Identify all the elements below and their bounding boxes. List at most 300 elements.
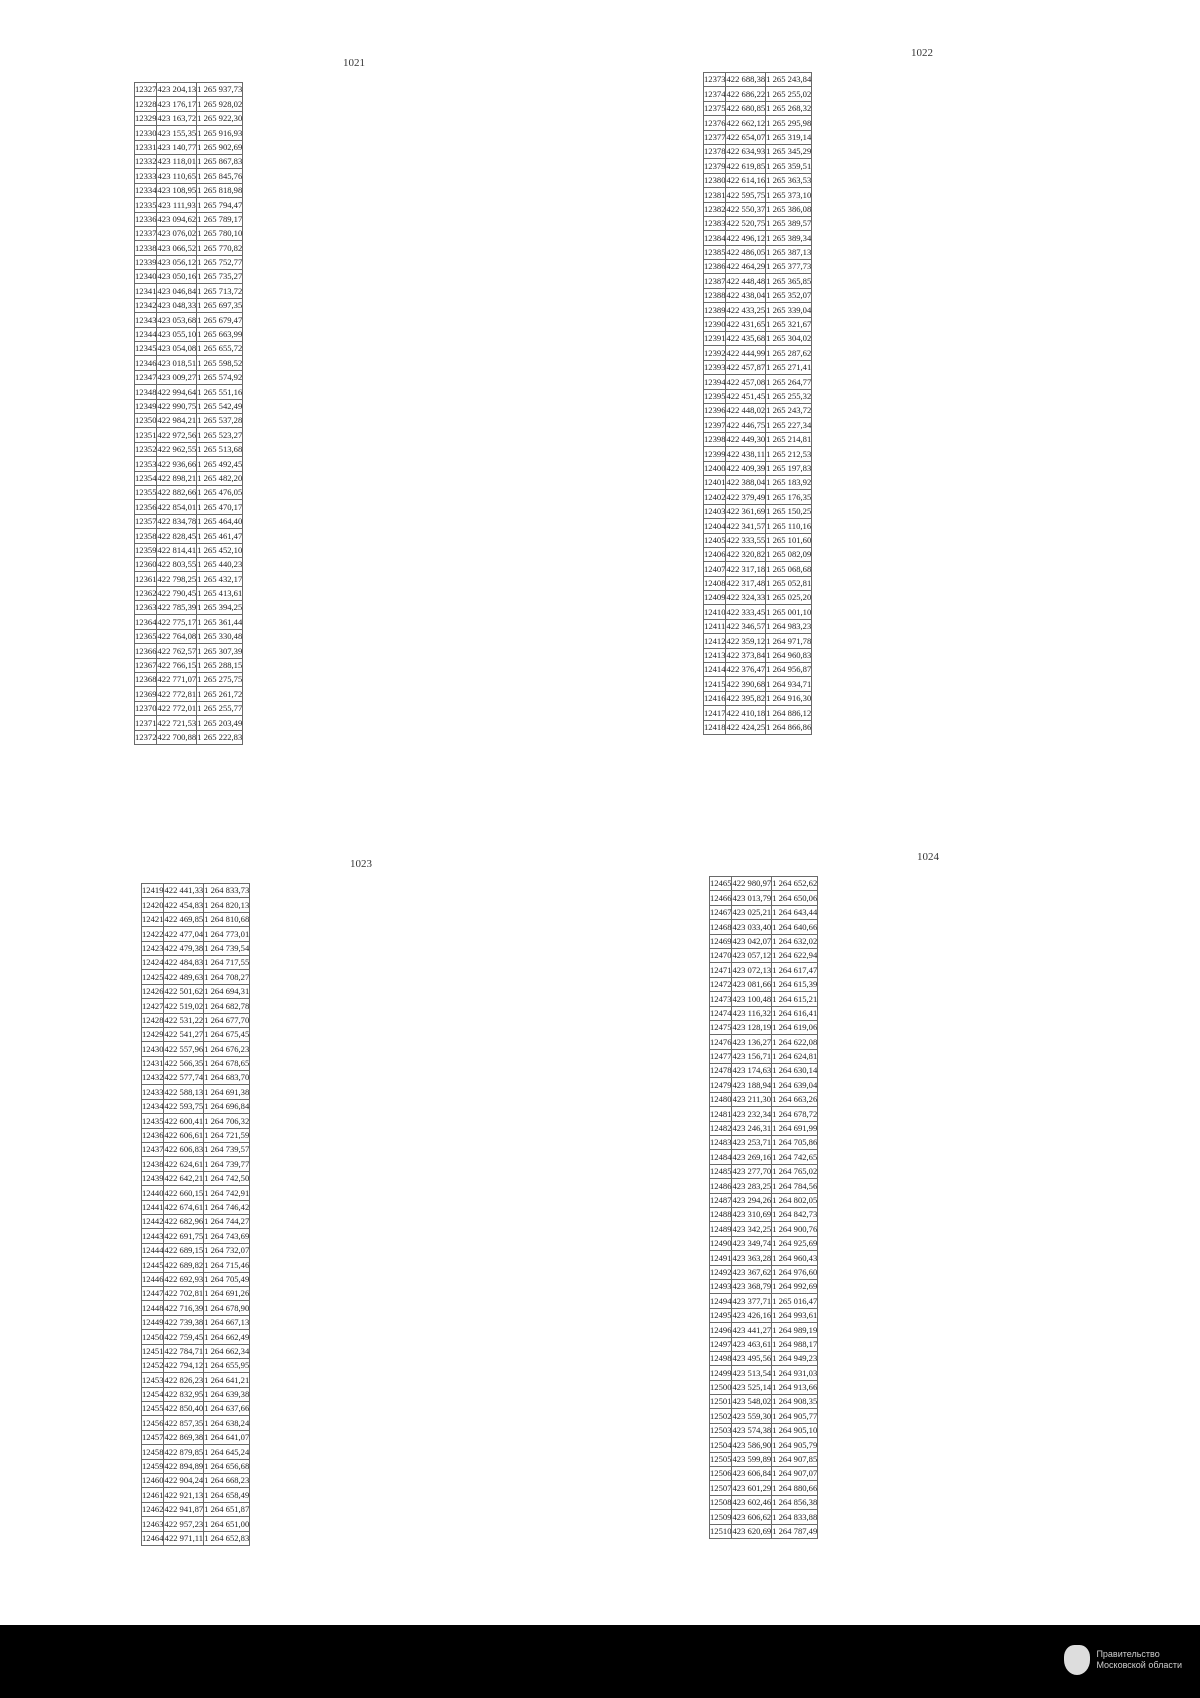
point-number-cell: 12361 [135,572,157,586]
x-coordinate-cell: 423 574,38 [732,1423,772,1437]
point-number-cell: 12373 [704,73,726,87]
point-number-cell: 12388 [704,288,726,302]
point-number-cell: 12472 [710,977,732,991]
point-number-cell: 12339 [135,255,157,269]
point-number-cell: 12462 [142,1502,164,1516]
y-coordinate-cell: 1 265 183,92 [766,475,812,489]
x-coordinate-cell: 423 599,89 [732,1452,772,1466]
table-row [142,1013,250,1027]
table-row [710,992,818,1006]
y-coordinate-cell: 1 264 630,14 [772,1064,818,1078]
table-row [135,615,243,629]
y-coordinate-cell: 1 264 632,02 [772,934,818,948]
x-coordinate-cell: 422 464,29 [726,260,766,274]
y-coordinate-cell: 1 264 637,66 [204,1402,250,1416]
brand-text [1096,1649,1182,1671]
table-row [135,485,243,499]
point-number-cell: 12490 [710,1236,732,1250]
y-coordinate-cell: 1 264 622,08 [772,1035,818,1049]
point-number-cell: 12449 [142,1315,164,1329]
y-coordinate-cell: 1 264 678,65 [204,1056,250,1070]
x-coordinate-cell: 423 100,48 [732,992,772,1006]
x-coordinate-cell: 422 898,21 [157,471,197,485]
point-number-cell: 12335 [135,198,157,212]
point-number-cell: 12342 [135,298,157,312]
x-coordinate-cell: 422 962,55 [157,442,197,456]
table-row [142,1027,250,1041]
y-coordinate-cell: 1 264 739,77 [204,1157,250,1171]
x-coordinate-cell: 423 246,31 [732,1121,772,1135]
point-number-cell: 12364 [135,615,157,629]
x-coordinate-cell: 423 367,62 [732,1265,772,1279]
y-coordinate-cell: 1 265 697,35 [197,298,243,312]
point-number-cell: 12370 [135,701,157,715]
table-row [710,1222,818,1236]
y-coordinate-cell: 1 264 705,86 [772,1136,818,1150]
y-coordinate-cell: 1 265 922,30 [197,111,243,125]
table-row [704,691,812,705]
x-coordinate-cell: 423 606,62 [732,1510,772,1524]
x-coordinate-cell: 422 593,75 [164,1099,204,1113]
point-number-cell: 12456 [142,1416,164,1430]
x-coordinate-cell: 423 055,10 [157,327,197,341]
point-number-cell: 12507 [710,1481,732,1495]
table-row [704,260,812,274]
point-number-cell: 12466 [710,891,732,905]
x-coordinate-cell: 422 759,45 [164,1330,204,1344]
y-coordinate-cell: 1 265 365,85 [766,274,812,288]
y-coordinate-cell: 1 265 492,45 [197,457,243,471]
y-coordinate-cell: 1 265 352,07 [766,288,812,302]
y-coordinate-cell: 1 265 197,83 [766,461,812,475]
y-coordinate-cell: 1 264 617,47 [772,963,818,977]
point-number-cell: 12327 [135,83,157,97]
x-coordinate-cell: 422 716,39 [164,1301,204,1315]
table-row [704,87,812,101]
y-coordinate-cell: 1 264 765,02 [772,1164,818,1178]
x-coordinate-cell: 423 094,62 [157,212,197,226]
table-row [135,442,243,456]
table-row [704,317,812,331]
point-number-cell: 12501 [710,1395,732,1409]
coordinate-table [134,82,243,745]
point-number-cell: 12494 [710,1294,732,1308]
point-number-cell: 12473 [710,992,732,1006]
y-coordinate-cell: 1 264 715,46 [204,1258,250,1272]
x-coordinate-cell: 422 317,18 [726,562,766,576]
table-row [135,471,243,485]
x-coordinate-cell: 423 601,29 [732,1481,772,1495]
x-coordinate-cell: 423 110,65 [157,169,197,183]
x-coordinate-cell: 422 700,88 [157,730,197,744]
point-number-cell: 12346 [135,356,157,370]
y-coordinate-cell: 1 264 640,66 [772,920,818,934]
y-coordinate-cell: 1 265 928,02 [197,97,243,111]
y-coordinate-cell: 1 264 708,27 [204,970,250,984]
y-coordinate-cell: 1 264 960,83 [766,648,812,662]
point-number-cell: 12426 [142,984,164,998]
x-coordinate-cell: 422 409,39 [726,461,766,475]
y-coordinate-cell: 1 264 949,23 [772,1351,818,1365]
x-coordinate-cell: 422 501,62 [164,984,204,998]
table-row [710,1236,818,1250]
table-row [135,255,243,269]
table-row [710,977,818,991]
x-coordinate-cell: 422 454,83 [164,898,204,912]
table-row [135,687,243,701]
y-coordinate-cell: 1 265 287,62 [766,346,812,360]
point-number-cell: 12419 [142,884,164,898]
table-row [142,1272,250,1286]
table-row [704,216,812,230]
point-number-cell: 12360 [135,557,157,571]
point-number-cell: 12382 [704,202,726,216]
table-row [135,601,243,615]
table-row [135,284,243,298]
table-row [710,1323,818,1337]
point-number-cell: 12331 [135,140,157,154]
y-coordinate-cell: 1 265 330,48 [197,629,243,643]
table-row [142,1502,250,1516]
y-coordinate-cell: 1 265 304,02 [766,332,812,346]
point-number-cell: 12440 [142,1186,164,1200]
x-coordinate-cell: 422 764,08 [157,629,197,643]
table-row [142,1344,250,1358]
point-number-cell: 12340 [135,270,157,284]
table-row [142,1243,250,1257]
table-row [710,1452,818,1466]
table-row [142,1416,250,1430]
y-coordinate-cell: 1 265 222,83 [197,730,243,744]
y-coordinate-cell: 1 265 794,47 [197,198,243,212]
point-number-cell: 12380 [704,173,726,187]
point-number-cell: 12391 [704,332,726,346]
y-coordinate-cell: 1 265 513,68 [197,442,243,456]
point-number-cell: 12496 [710,1323,732,1337]
point-number-cell: 12481 [710,1107,732,1121]
x-coordinate-cell: 422 373,84 [726,648,766,662]
point-number-cell: 12457 [142,1430,164,1444]
point-number-cell: 12487 [710,1193,732,1207]
point-number-cell: 12420 [142,898,164,912]
y-coordinate-cell: 1 265 470,17 [197,500,243,514]
point-number-cell: 12417 [704,706,726,720]
table-row [704,490,812,504]
table-row [704,73,812,87]
y-coordinate-cell: 1 264 638,24 [204,1416,250,1430]
point-number-cell: 12363 [135,601,157,615]
x-coordinate-cell: 423 620,69 [732,1524,772,1538]
y-coordinate-cell: 1 264 641,21 [204,1373,250,1387]
point-number-cell: 12443 [142,1229,164,1243]
table-row [704,706,812,720]
x-coordinate-cell: 422 971,11 [164,1531,204,1545]
table-row [704,504,812,518]
x-coordinate-cell: 422 614,16 [726,173,766,187]
point-number-cell: 12400 [704,461,726,475]
table-row [142,1459,250,1473]
x-coordinate-cell: 422 941,87 [164,1502,204,1516]
x-coordinate-cell: 423 118,01 [157,154,197,168]
x-coordinate-cell: 422 577,74 [164,1071,204,1085]
table-row [135,270,243,284]
x-coordinate-cell: 422 772,01 [157,701,197,715]
y-coordinate-cell: 1 265 389,34 [766,231,812,245]
y-coordinate-cell: 1 265 735,27 [197,270,243,284]
y-coordinate-cell: 1 265 243,72 [766,403,812,417]
x-coordinate-cell: 422 395,82 [726,691,766,705]
table-row [704,519,812,533]
y-coordinate-cell: 1 265 264,77 [766,375,812,389]
point-number-cell: 12447 [142,1286,164,1300]
y-coordinate-cell: 1 265 574,92 [197,370,243,384]
x-coordinate-cell: 423 155,35 [157,126,197,140]
y-coordinate-cell: 1 264 624,81 [772,1049,818,1063]
x-coordinate-cell: 422 324,33 [726,591,766,605]
x-coordinate-cell: 423 283,25 [732,1179,772,1193]
x-coordinate-cell: 422 361,69 [726,504,766,518]
point-number-cell: 12435 [142,1114,164,1128]
x-coordinate-cell: 422 984,21 [157,413,197,427]
x-coordinate-cell: 422 469,85 [164,912,204,926]
point-number-cell: 12505 [710,1452,732,1466]
y-coordinate-cell: 1 264 742,65 [772,1150,818,1164]
table-row [142,984,250,998]
y-coordinate-cell: 1 265 339,04 [766,303,812,317]
x-coordinate-cell: 423 081,66 [732,977,772,991]
table-row [142,1229,250,1243]
table-row [704,375,812,389]
point-number-cell: 12459 [142,1459,164,1473]
table-row [704,144,812,158]
x-coordinate-cell: 422 826,23 [164,1373,204,1387]
x-coordinate-cell: 422 451,45 [726,389,766,403]
point-number-cell: 12338 [135,241,157,255]
table-row [142,1042,250,1056]
point-number-cell: 12489 [710,1222,732,1236]
table-row [710,1366,818,1380]
x-coordinate-cell: 422 654,07 [726,130,766,144]
point-number-cell: 12460 [142,1474,164,1488]
y-coordinate-cell: 1 264 833,73 [204,884,250,898]
x-coordinate-cell: 423 525,14 [732,1380,772,1394]
x-coordinate-cell: 422 794,12 [164,1358,204,1372]
y-coordinate-cell: 1 264 743,69 [204,1229,250,1243]
table-row [704,663,812,677]
y-coordinate-cell: 1 264 993,61 [772,1308,818,1322]
y-coordinate-cell: 1 264 905,79 [772,1438,818,1452]
point-number-cell: 12334 [135,183,157,197]
y-coordinate-cell: 1 264 905,77 [772,1409,818,1423]
table-row [135,586,243,600]
point-number-cell: 12390 [704,317,726,331]
y-coordinate-cell: 1 264 988,17 [772,1337,818,1351]
table-row [142,1358,250,1372]
point-number-cell: 12444 [142,1243,164,1257]
table-row [142,1445,250,1459]
point-number-cell: 12465 [710,877,732,891]
y-coordinate-cell: 1 264 667,13 [204,1315,250,1329]
x-coordinate-cell: 422 642,21 [164,1171,204,1185]
table-row [142,1430,250,1444]
point-number-cell: 12427 [142,999,164,1013]
y-coordinate-cell: 1 265 212,53 [766,447,812,461]
y-coordinate-cell: 1 264 907,85 [772,1452,818,1466]
x-coordinate-cell: 422 771,07 [157,673,197,687]
x-coordinate-cell: 423 586,90 [732,1438,772,1452]
x-coordinate-cell: 422 484,83 [164,955,204,969]
x-coordinate-cell: 422 766,15 [157,658,197,672]
table-row [710,1524,818,1538]
point-number-cell: 12434 [142,1099,164,1113]
y-coordinate-cell: 1 265 255,77 [197,701,243,715]
table-row [142,1186,250,1200]
x-coordinate-cell: 422 689,15 [164,1243,204,1257]
coordinate-table [141,883,250,1546]
y-coordinate-cell: 1 264 905,10 [772,1423,818,1437]
y-coordinate-cell: 1 265 025,20 [766,591,812,605]
point-number-cell: 12395 [704,389,726,403]
point-number-cell: 12343 [135,313,157,327]
point-number-cell: 12352 [135,442,157,456]
x-coordinate-cell: 422 379,49 [726,490,766,504]
x-coordinate-cell: 422 990,75 [157,399,197,413]
x-coordinate-cell: 422 489,63 [164,970,204,984]
point-number-cell: 12484 [710,1150,732,1164]
x-coordinate-cell: 422 662,12 [726,116,766,130]
point-number-cell: 12386 [704,260,726,274]
table-row [710,1351,818,1365]
point-number-cell: 12480 [710,1092,732,1106]
table-row [704,231,812,245]
y-coordinate-cell: 1 264 717,55 [204,955,250,969]
x-coordinate-cell: 422 479,38 [164,941,204,955]
y-coordinate-cell: 1 265 413,61 [197,586,243,600]
x-coordinate-cell: 423 368,79 [732,1279,772,1293]
y-coordinate-cell: 1 265 916,93 [197,126,243,140]
table-row [142,1402,250,1416]
point-number-cell: 12475 [710,1020,732,1034]
table-row [142,927,250,941]
point-number-cell: 12366 [135,644,157,658]
table-row [142,1488,250,1502]
point-number-cell: 12413 [704,648,726,662]
table-row [142,955,250,969]
point-number-cell: 12439 [142,1171,164,1185]
y-coordinate-cell: 1 264 691,38 [204,1085,250,1099]
y-coordinate-cell: 1 265 307,39 [197,644,243,658]
y-coordinate-cell: 1 265 440,23 [197,557,243,571]
table-row [710,1294,818,1308]
table-row [142,1286,250,1300]
point-number-cell: 12448 [142,1301,164,1315]
table-row [135,629,243,643]
y-coordinate-cell: 1 264 913,66 [772,1380,818,1394]
y-coordinate-cell: 1 264 925,69 [772,1236,818,1250]
point-number-cell: 12438 [142,1157,164,1171]
y-coordinate-cell: 1 265 345,29 [766,144,812,158]
table-row [704,677,812,691]
y-coordinate-cell: 1 264 652,62 [772,877,818,891]
y-coordinate-cell: 1 265 261,72 [197,687,243,701]
x-coordinate-cell: 422 762,57 [157,644,197,658]
x-coordinate-cell: 422 921,13 [164,1488,204,1502]
x-coordinate-cell: 422 448,02 [726,403,766,417]
point-number-cell: 12509 [710,1510,732,1524]
point-number-cell: 12344 [135,327,157,341]
y-coordinate-cell: 1 264 802,05 [772,1193,818,1207]
table-row [710,905,818,919]
y-coordinate-cell: 1 265 255,32 [766,389,812,403]
x-coordinate-cell: 423 513,54 [732,1366,772,1380]
table-row [704,547,812,561]
y-coordinate-cell: 1 265 101,60 [766,533,812,547]
x-coordinate-cell: 423 602,46 [732,1495,772,1509]
point-number-cell: 12467 [710,905,732,919]
x-coordinate-cell: 423 606,84 [732,1467,772,1481]
x-coordinate-cell: 422 496,12 [726,231,766,245]
page-number: 1023 [350,858,372,870]
table-row [710,1164,818,1178]
point-number-cell: 12350 [135,413,157,427]
table-row [704,418,812,432]
point-number-cell: 12478 [710,1064,732,1078]
point-number-cell: 12445 [142,1258,164,1272]
y-coordinate-cell: 1 264 641,07 [204,1430,250,1444]
table-row [142,941,250,955]
table-row [710,1179,818,1193]
table-row [135,500,243,514]
table-row [135,730,243,744]
table-row [710,1049,818,1063]
x-coordinate-cell: 422 869,38 [164,1430,204,1444]
table-row [710,1193,818,1207]
y-coordinate-cell: 1 264 908,35 [772,1395,818,1409]
x-coordinate-cell: 422 721,53 [157,716,197,730]
page-number: 1024 [917,851,939,863]
table-row [704,159,812,173]
table-row [704,116,812,130]
table-row [704,432,812,446]
x-coordinate-cell: 422 433,25 [726,303,766,317]
point-number-cell: 12431 [142,1056,164,1070]
coat-of-arms-icon [1064,1645,1090,1675]
x-coordinate-cell: 423 053,68 [157,313,197,327]
y-coordinate-cell: 1 264 639,04 [772,1078,818,1092]
point-number-cell: 12337 [135,226,157,240]
y-coordinate-cell: 1 265 363,53 [766,173,812,187]
table-row [704,101,812,115]
point-number-cell: 12421 [142,912,164,926]
y-coordinate-cell: 1 264 655,95 [204,1358,250,1372]
table-row [704,245,812,259]
point-number-cell: 12410 [704,605,726,619]
point-number-cell: 12508 [710,1495,732,1509]
point-number-cell: 12482 [710,1121,732,1135]
x-coordinate-cell: 422 857,35 [164,1416,204,1430]
table-row [135,457,243,471]
table-row [142,1157,250,1171]
x-coordinate-cell: 422 376,47 [726,663,766,677]
y-coordinate-cell: 1 265 461,47 [197,529,243,543]
y-coordinate-cell: 1 265 789,17 [197,212,243,226]
y-coordinate-cell: 1 265 377,73 [766,260,812,274]
table-row [142,970,250,984]
x-coordinate-cell: 423 349,74 [732,1236,772,1250]
x-coordinate-cell: 423 441,27 [732,1323,772,1337]
x-coordinate-cell: 422 457,87 [726,360,766,374]
table-row [710,1121,818,1135]
